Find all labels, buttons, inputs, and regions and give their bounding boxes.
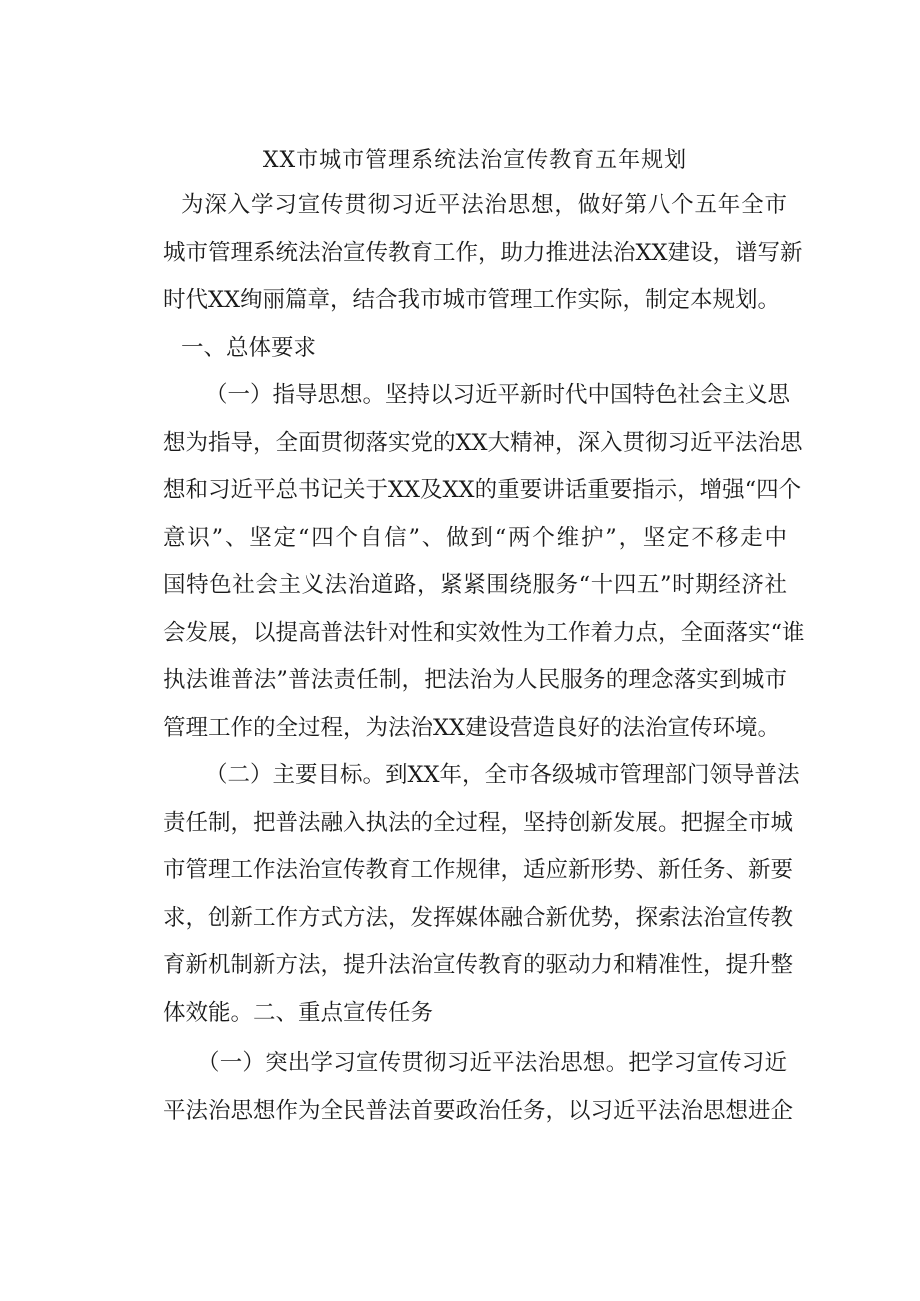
paragraph-line: 体效能。二、重点宣传任务	[163, 999, 434, 1026]
document-title: XX市城市管理系统法治宣传教育五年规划	[262, 148, 688, 173]
section-heading: 一、总体要求	[181, 334, 317, 361]
paragraph-line: 执法谁普法”普法责任制，把法治为人民服务的理念落实到城市	[163, 667, 787, 693]
paragraph-line: 会发展，以提高普法针对性和实效性为工作着力点，全面落实“谁	[163, 619, 805, 646]
paragraph-line: （一）突出学习宣传贯彻习近平法治思想。把学习宣传习近	[197, 1050, 787, 1076]
paragraph-line: 管理工作的全过程，为法治XX建设营造良好的法治宣传环境。	[163, 714, 781, 741]
paragraph-line: 求，创新工作方式方法，发挥媒体融合新优势，探索法治宣传教	[163, 904, 794, 931]
paragraph-line: 时代XX绚丽篇章，结合我市城市管理工作实际，制定本规划。	[163, 287, 781, 313]
paragraph-line: 意识”、坚定“四个自信”、做到“两个维护”，坚定不移走中	[163, 524, 787, 551]
paragraph-line: 想和习近平总书记关于XX及XX的重要讲话重要指示，增强“四个	[163, 477, 802, 503]
paragraph-line: 责任制，把普法融入执法的全过程，坚持创新发展。把握全市城	[163, 809, 794, 836]
paragraph-line: 国特色社会主义法治道路，紧紧围绕服务“十四五”时期经济社	[163, 572, 787, 598]
paragraph-line: 育新机制新方法，提升法治宣传教育的驱动力和精准性，提升整	[163, 952, 794, 978]
paragraph-line: 平法治思想作为全民普法首要政治任务，以习近平法治思想进企	[163, 1097, 794, 1124]
paragraph-line: 为深入学习宣传贯彻习近平法治思想，做好第八个五年全市	[181, 192, 787, 218]
paragraph-line: （二）主要目标。到XX年，全市各级城市管理部门领导普法	[205, 762, 800, 788]
document-body	[163, 182, 805, 1135]
paragraph-line: 城市管理系统法治宣传教育工作，助力推进法治XX建设，谱写新	[163, 239, 803, 266]
paragraph-line: （一）指导思想。坚持以习近平新时代中国特色社会主义思	[205, 382, 791, 408]
paragraph-line: 市管理工作法治宣传教育工作规律，适应新形势、新任务、新要	[163, 857, 794, 883]
paragraph-line: 想为指导，全面贯彻落实党的XX大精神，深入贯彻习近平法治思	[163, 429, 803, 456]
